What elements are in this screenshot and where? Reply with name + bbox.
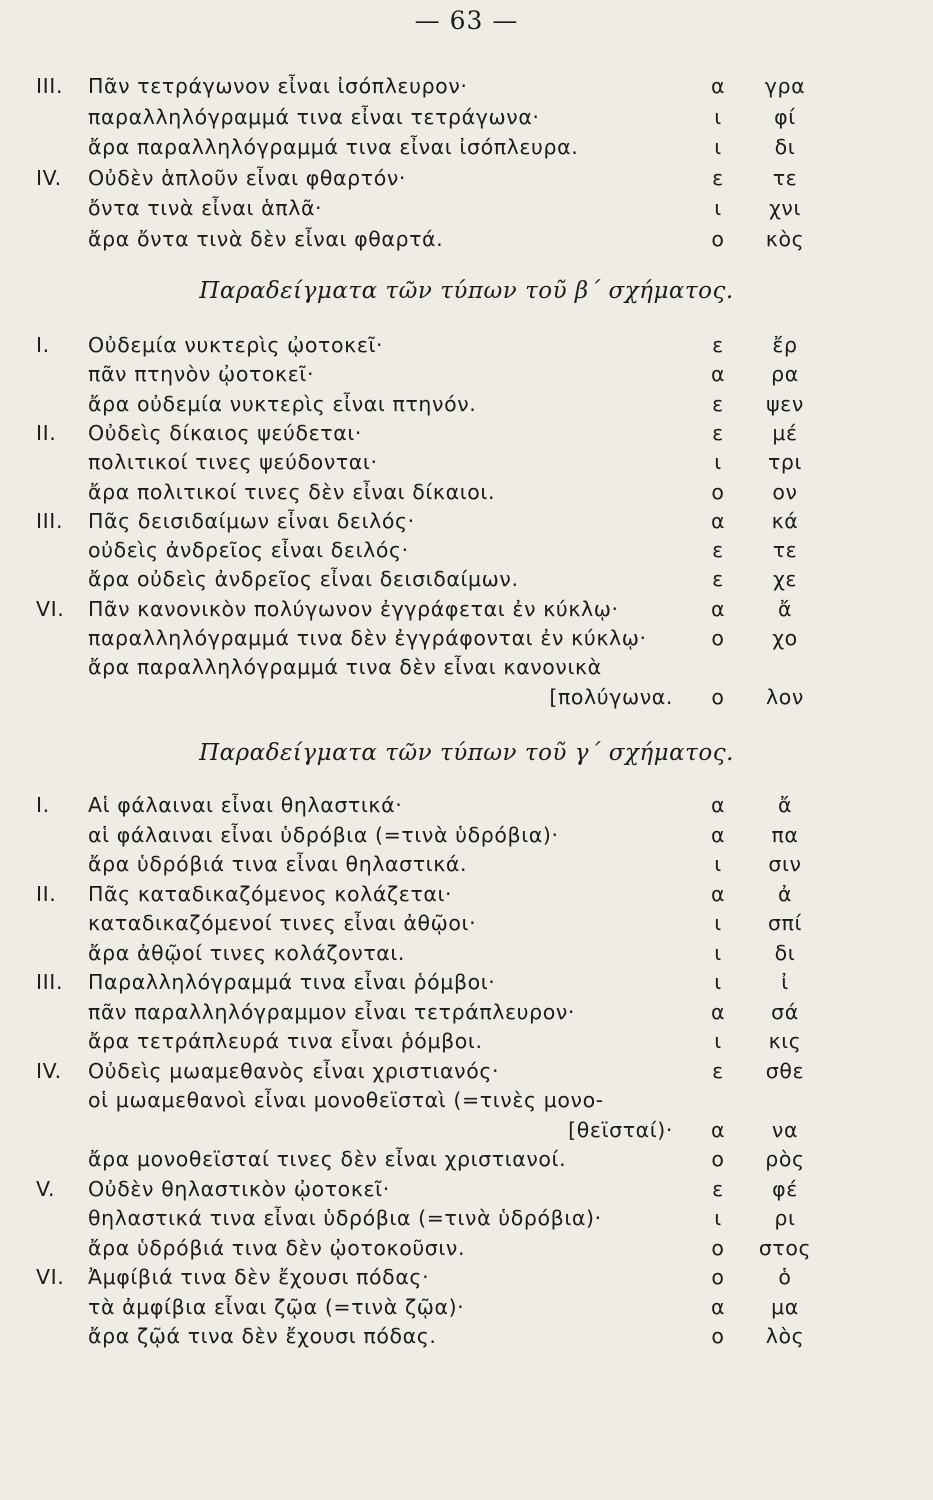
heading-second-figure: Παραδείγματα τῶν τύπων τοῦ β΄ σχήματος. (199, 278, 734, 304)
syllogism-line (0, 1056, 933, 1086)
premise-text: ἄρα τετράπλευρά τινα εἶναι ῥόμβοι. (88, 1029, 483, 1053)
syllogism-line (0, 535, 933, 565)
syllogism-line (0, 967, 933, 997)
mnemonic-syllable: σπί (767, 911, 803, 935)
mnemonic-syllable: ἄ (777, 793, 793, 817)
premise-text: Οὐδὲν θηλαστικὸν ᾠοτοκεῖ· (88, 1176, 390, 1201)
mood-vowel: ο (711, 1265, 725, 1289)
premise-number: V. (36, 1176, 56, 1201)
premise-text: ἄρα μονοθεϊσταί τινες δὲν εἶναι χριστιανοί. (88, 1147, 567, 1171)
premise-text: Πᾶν τετράγωνον εἶναι ἰσόπλευρον· (88, 74, 468, 98)
premise-text: Πᾶν κανονικὸν πολύγωνον ἐγγράφεται ἐν κύκλῳ· (88, 596, 619, 621)
mood-vowel: ε (712, 333, 724, 357)
mood-vowel: ι (714, 1206, 722, 1230)
syllogism-line (0, 163, 933, 193)
syllogism-line (0, 1085, 933, 1115)
syllogism-line (0, 1144, 933, 1174)
premise-text: Οὐδὲν ἁπλοῦν εἶναι φθαρτόν· (88, 165, 407, 190)
mood-vowel: ι (714, 970, 722, 994)
mood-vowel: α (710, 508, 726, 533)
premise-text: πᾶν παραλληλόγραμμον εἶναι τετράπλευρον· (88, 999, 576, 1024)
premise-text: ἄρα πολιτικοί τινες δὲν εἶναι δίκαιοι. (88, 479, 496, 504)
mood-vowel: ο (711, 226, 725, 251)
mnemonic-syllable: σθε (765, 1058, 805, 1083)
premise-text: Οὐδεμία νυκτερὶς ᾠοτοκεῖ· (88, 333, 384, 357)
syllogism-line (0, 1233, 933, 1263)
syllogism-line (0, 652, 933, 682)
syllogism-line (0, 1321, 933, 1351)
mnemonic-syllable: χνι (768, 196, 802, 220)
premise-text: Πᾶς καταδικαζόμενος κολάζεται· (88, 881, 453, 906)
syllogism-line (0, 477, 933, 507)
syllogism-line (0, 1203, 933, 1233)
mood-vowel: ι (714, 911, 722, 935)
mnemonic-syllable: ἄ (777, 596, 793, 621)
syllogism-line (0, 623, 933, 653)
mood-vowel: ι (714, 196, 722, 220)
mnemonic-syllable: ὁ (778, 1265, 792, 1289)
syllogism-line (0, 908, 933, 938)
premise-number: III. (36, 508, 64, 533)
mood-vowel: ε (712, 165, 724, 190)
mnemonic-syllable: να (771, 1117, 799, 1142)
syllogism-line (0, 1115, 933, 1145)
premise-text: παραλληλόγραμμά τινα δὲν ἐγγράφονται ἐν κύκλῳ· (88, 626, 647, 650)
mood-vowel: α (710, 1294, 726, 1319)
mnemonic-syllable: ρὸς (765, 1147, 805, 1171)
mood-vowel: α (710, 822, 726, 847)
premise-text: [θεϊσταί)· (568, 1117, 673, 1142)
mnemonic-syllable: σιν (768, 852, 802, 876)
mood-vowel: α (710, 362, 726, 387)
mnemonic-syllable: σά (771, 999, 799, 1024)
mnemonic-syllable: μέ (772, 420, 798, 445)
syllogism-line (0, 1292, 933, 1322)
premise-text: ἄρα οὐδεὶς ἀνδρεῖος εἶναι δεισιδαίμων. (88, 567, 519, 592)
mood-vowel: ο (711, 1147, 725, 1171)
mood-vowel: ο (711, 1235, 725, 1260)
premise-text: ὄντα τινὰ εἶναι ἁπλᾶ· (88, 196, 323, 220)
syllogism-line (0, 1026, 933, 1056)
mnemonic-syllable: τε (772, 165, 798, 190)
mood-vowel: ε (712, 1058, 724, 1083)
premise-text: Παραλληλόγραμμά τινα εἶναι ῥόμβοι· (88, 970, 496, 994)
premise-text: πολιτικοί τινες ψεύδονται· (88, 450, 378, 475)
mood-vowel: ε (712, 1176, 724, 1201)
mnemonic-syllable: γρα (764, 74, 806, 98)
syllogism-line (0, 1262, 933, 1292)
premise-number: IV. (36, 165, 62, 190)
premise-text: πᾶν πτηνὸν ᾠοτοκεῖ· (88, 362, 315, 387)
mnemonic-syllable: πα (771, 822, 799, 847)
premise-text: Πᾶς δεισιδαίμων εἶναι δειλός· (88, 508, 415, 533)
premise-text: Ἀμφίβιά τινα δὲν ἔχουσι πόδας· (88, 1265, 430, 1289)
mood-vowel: ε (712, 420, 724, 445)
mnemonic-syllable: ἰ (781, 970, 789, 994)
syllogism-line (0, 820, 933, 850)
mnemonic-syllable: ἀ (777, 881, 793, 906)
mnemonic-syllable: στος (758, 1235, 812, 1260)
mood-vowel: α (710, 881, 726, 906)
syllogism-line (0, 389, 933, 419)
premise-number: I. (36, 333, 50, 357)
premise-text: παραλληλόγραμμά τινα εἶναι τετράγωνα· (88, 104, 540, 129)
premise-text: οἱ μωαμεθανοὶ εἶναι μονοθεϊσταὶ (=τινὲς μονο- (88, 1088, 604, 1112)
mood-vowel: ι (714, 104, 722, 129)
premise-number: I. (36, 793, 50, 817)
mnemonic-syllable: ψεν (766, 391, 804, 416)
syllogism-line (0, 506, 933, 536)
syllogism-line (0, 682, 933, 712)
premise-number: III. (36, 970, 64, 994)
premise-text: θηλαστικά τινα εἶναι ὑδρόβια (=τινὰ ὑδρόβια)· (88, 1206, 602, 1230)
premise-text: τὰ ἀμφίβια εἶναι ζῷα (=τινὰ ζῷα)· (88, 1294, 465, 1319)
mnemonic-syllable: κὸς (765, 226, 805, 251)
mnemonic-syllable: κά (771, 508, 799, 533)
mnemonic-syllable: κις (768, 1029, 802, 1053)
mood-vowel: ε (712, 538, 724, 563)
syllogism-line (0, 132, 933, 162)
mnemonic-syllable: τε (772, 538, 798, 563)
syllogism-line (0, 102, 933, 132)
mnemonic-syllable: τρι (767, 450, 803, 475)
mnemonic-syllable: μα (771, 1294, 799, 1319)
premise-text: οὐδεὶς ἀνδρεῖος εἶναι δειλός· (88, 538, 409, 563)
mnemonic-syllable: ρα (771, 362, 799, 387)
syllogism-line (0, 564, 933, 594)
premise-text: ἄρα παραλληλόγραμμά τινα δὲν εἶναι κανονικὰ (88, 655, 602, 680)
premise-text: ἄρα ἀθῷοί τινες κολάζονται. (88, 940, 406, 965)
page-number: — 63 — (414, 6, 519, 35)
mood-vowel: α (710, 793, 726, 817)
syllogism-line (0, 938, 933, 968)
mnemonic-syllable: λον (766, 684, 804, 709)
premise-text: ἄρα παραλληλόγραμμά τινα εἶναι ἰσόπλευρα. (88, 135, 579, 159)
premise-text: ἄρα ζῷά τινα δὲν ἔχουσι πόδας. (88, 1324, 437, 1348)
syllogism-line (0, 849, 933, 879)
syllogism-line (0, 594, 933, 624)
mnemonic-syllable: λὸς (765, 1324, 805, 1348)
mnemonic-syllable: ἔρ (772, 333, 798, 357)
mood-vowel: ο (711, 479, 725, 504)
syllogism-line (0, 418, 933, 448)
premise-number: VI. (36, 596, 65, 621)
mood-vowel: α (710, 74, 726, 98)
syllogism-line (0, 1174, 933, 1204)
mood-vowel: ι (714, 940, 722, 965)
premise-text: ἄρα οὐδεμία νυκτερὶς εἶναι πτηνόν. (88, 391, 477, 416)
syllogism-line (0, 790, 933, 820)
premise-text: [πολύγωνα. (549, 684, 673, 709)
premise-text: ἄρα ὑδρόβιά τινα δὲν ᾠοτοκοῦσιν. (88, 1235, 466, 1260)
premise-number: IV. (36, 1058, 62, 1083)
mnemonic-syllable: δι (774, 940, 796, 965)
syllogism-line (0, 359, 933, 389)
premise-text: καταδικαζόμενοί τινες εἶναι ἀθῷοι· (88, 911, 477, 935)
mood-vowel: ο (711, 684, 725, 709)
syllogism-line (0, 997, 933, 1027)
premise-text: ἄρα ὑδρόβιά τινα εἶναι θηλαστικά. (88, 852, 468, 876)
mnemonic-syllable: χο (772, 626, 798, 650)
mood-vowel: ι (714, 135, 722, 159)
mood-vowel: ι (714, 852, 722, 876)
mood-vowel: α (710, 1117, 726, 1142)
premise-number: III. (36, 74, 64, 98)
heading-third-figure: Παραδείγματα τῶν τύπων τοῦ γ΄ σχήματος. (199, 740, 734, 766)
premise-text: αἱ φάλαιναι εἶναι ὑδρόβια (=τινὰ ὑδρόβια)· (88, 822, 559, 847)
mnemonic-syllable: χε (772, 567, 798, 592)
mood-vowel: α (710, 999, 726, 1024)
mnemonic-syllable: δι (774, 135, 796, 159)
mnemonic-syllable: ον (772, 479, 798, 504)
premise-number: II. (36, 420, 57, 445)
syllogism-line (0, 224, 933, 254)
mnemonic-syllable: φέ (772, 1176, 798, 1201)
syllogism-line (0, 447, 933, 477)
mood-vowel: ο (711, 626, 725, 650)
syllogism-line (0, 193, 933, 223)
mood-vowel: ε (712, 567, 724, 592)
premise-text: ἄρα ὄντα τινὰ δὲν εἶναι φθαρτά. (88, 226, 444, 251)
mood-vowel: ι (714, 1029, 722, 1053)
premise-text: Αἱ φάλαιναι εἶναι θηλαστικά· (88, 793, 403, 817)
mood-vowel: ι (714, 450, 722, 475)
premise-text: Οὐδεὶς δίκαιος ψεύδεται· (88, 420, 363, 445)
mnemonic-syllable: φί (774, 104, 796, 129)
mood-vowel: ο (711, 1324, 725, 1348)
mood-vowel: α (710, 596, 726, 621)
syllogism-line (0, 71, 933, 101)
mood-vowel: ε (712, 391, 724, 416)
syllogism-line (0, 330, 933, 360)
mnemonic-syllable: ρι (774, 1206, 796, 1230)
premise-number: VI. (36, 1265, 65, 1289)
premise-number: II. (36, 881, 57, 906)
syllogism-line (0, 879, 933, 909)
premise-text: Οὐδεὶς μωαμεθανὸς εἶναι χριστιανός· (88, 1058, 500, 1083)
